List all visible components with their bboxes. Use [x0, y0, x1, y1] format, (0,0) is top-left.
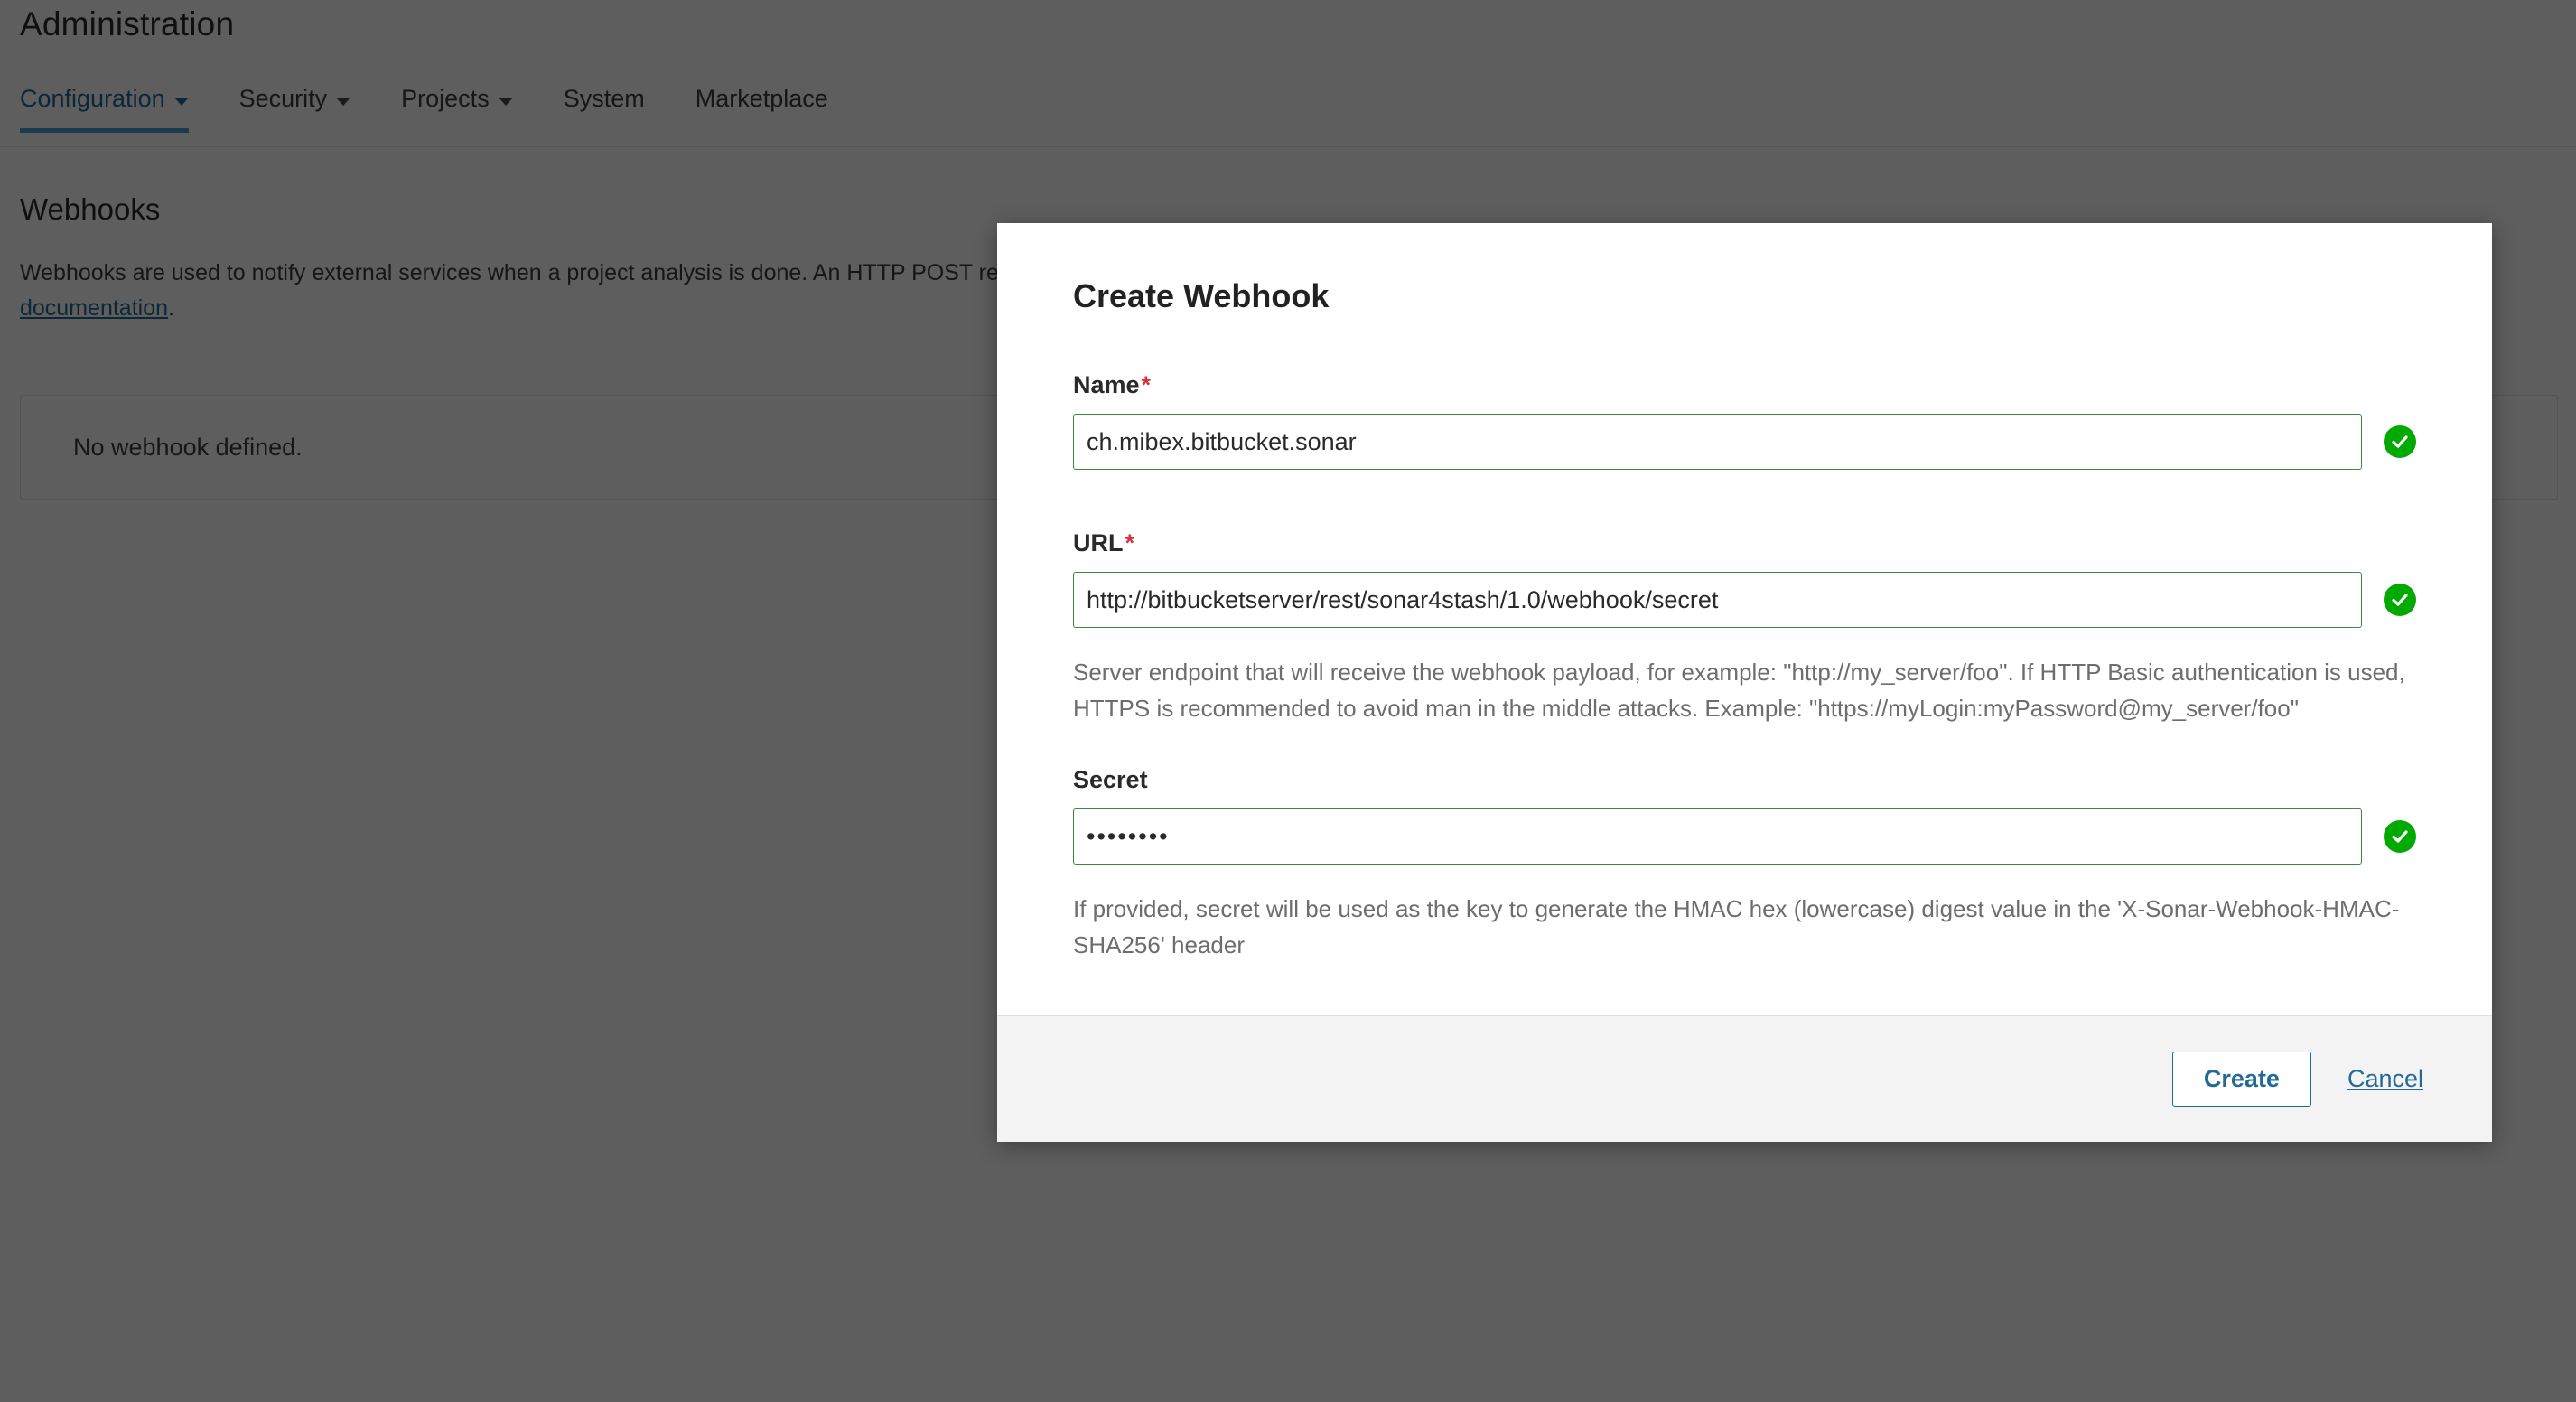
check-circle-icon — [2384, 820, 2416, 853]
url-input[interactable] — [1073, 572, 2362, 628]
url-label-text: URL — [1073, 529, 1124, 556]
create-button[interactable]: Create — [2172, 1052, 2311, 1107]
field-name — [1073, 371, 2416, 470]
name-label-text: Name — [1073, 371, 1140, 398]
secret-field-row — [1073, 808, 2416, 865]
required-marker: * — [1125, 529, 1135, 556]
url-field-label — [1073, 529, 2416, 557]
name-field-label — [1073, 371, 2416, 399]
modal-body — [997, 223, 2492, 1015]
url-help-text: Server endpoint that will receive the webhook payload, for example: "http://my_server/foo". If HTTP Basic authentication is used, HTTPS is recommended to avoid man in the middle attacks. Example: "https://myLogin:myPassword@my_server/foo" — [1073, 659, 2405, 722]
secret-label-text: Secret — [1073, 766, 1148, 794]
check-circle-icon — [2384, 584, 2416, 616]
modal-footer — [997, 1015, 2492, 1142]
secret-field-label — [1073, 766, 2416, 794]
modal-title: Create Webhook — [1073, 277, 1330, 314]
url-field-row — [1073, 572, 2416, 628]
secret-input[interactable] — [1073, 808, 2362, 865]
name-field-row — [1073, 414, 2416, 470]
secret-help-text: If provided, secret will be used as the key to generate the HMAC hex (lowercase) digest value in the 'X-Sonar-Webhook-HMAC-SHA256' header — [1073, 895, 2400, 958]
required-marker: * — [1141, 371, 1152, 398]
check-circle-icon — [2384, 425, 2416, 458]
field-url — [1073, 529, 2416, 726]
create-webhook-modal — [997, 223, 2492, 1142]
field-secret — [1073, 766, 2416, 963]
cancel-button[interactable]: Cancel — [2347, 1065, 2423, 1093]
name-input[interactable] — [1073, 414, 2362, 470]
